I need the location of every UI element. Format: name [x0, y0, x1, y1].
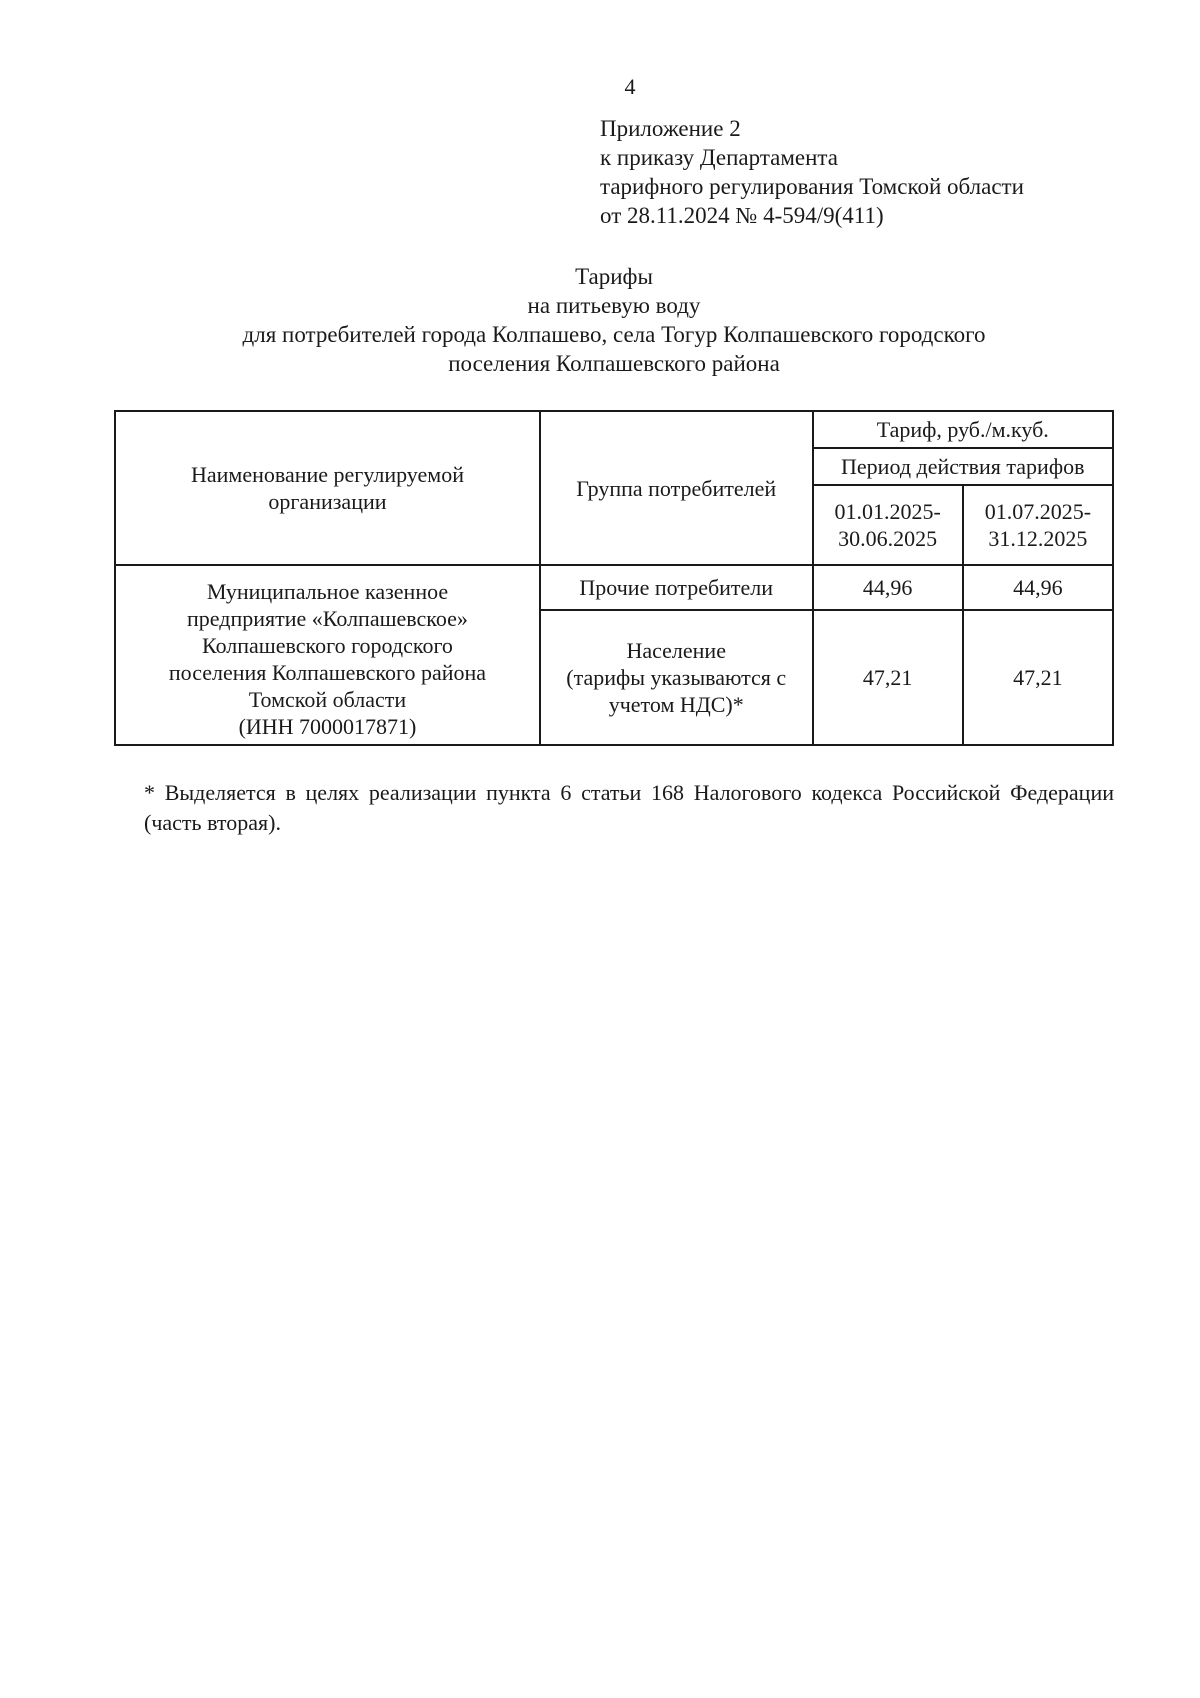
- tariff-value-cell: 44,96: [813, 565, 963, 610]
- header-organization: Наименование регулируемой организации: [115, 411, 540, 565]
- footnote: * Выделяется в целях реализации пункта 6 статьи 168 Налогового кодекса Российской Федерации (часть вторая).: [144, 780, 1114, 835]
- tariff-value-cell: 47,21: [813, 610, 963, 745]
- title-line-4: поселения Колпашевского района: [448, 351, 780, 376]
- header-tariff: Тариф, руб./м.куб.: [813, 411, 1113, 448]
- table-header-row: [115, 411, 1113, 448]
- appendix-block: [600, 114, 1024, 230]
- appendix-line-2: к приказу Департамента: [600, 145, 838, 170]
- appendix-line-4: от 28.11.2024 № 4-594/9(411): [600, 203, 884, 228]
- table-row: [115, 565, 1113, 610]
- document-title: [114, 262, 1114, 378]
- appendix-line-3: тарифного регулирования Томской области: [600, 174, 1024, 199]
- tariff-value-cell: 44,96: [963, 565, 1113, 610]
- tariff-table: [114, 410, 1114, 746]
- organization-name: Муниципальное казенное предприятие «Колпашевское» Колпашевского городского поселения Колпашевского района Томской области (ИНН 7000017871): [115, 565, 540, 745]
- title-line-3: для потребителей города Колпашево, села Тогур Колпашевского городского: [242, 322, 986, 347]
- header-period: Период действия тарифов: [813, 448, 1113, 485]
- header-period-1: 01.01.2025- 30.06.2025: [813, 485, 963, 565]
- page-number: 4: [624, 74, 636, 99]
- appendix-line-1: Приложение 2: [600, 116, 741, 141]
- header-period-2: 01.07.2025- 31.12.2025: [963, 485, 1113, 565]
- tariff-value-cell: 47,21: [963, 610, 1113, 745]
- title-line-2: на питьевую воду: [527, 293, 701, 318]
- consumer-group-cell: Население (тарифы указываются с учетом НДС)*: [540, 610, 813, 745]
- title-line-1: Тарифы: [575, 264, 653, 289]
- header-consumer-group: Группа потребителей: [540, 411, 813, 565]
- consumer-group-cell: Прочие потребители: [540, 565, 813, 610]
